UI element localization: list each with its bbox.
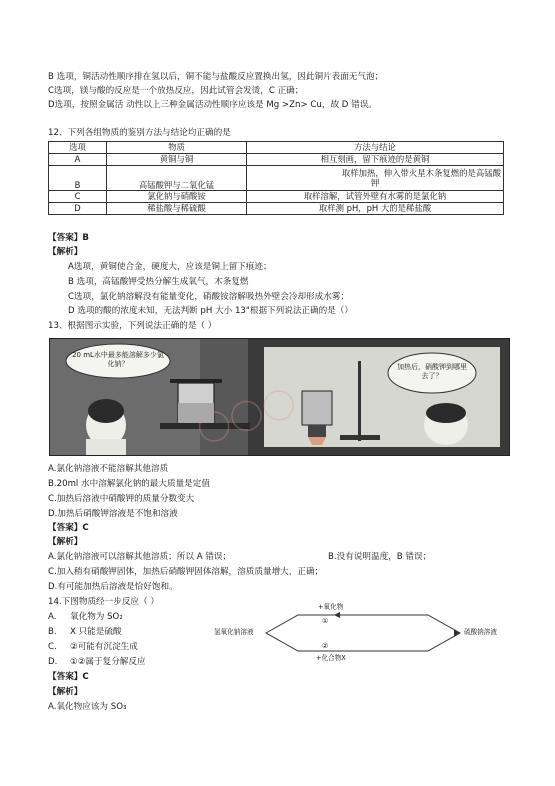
q13-analysis-label: 【解析】 xyxy=(48,537,83,547)
row-substance: 稀盐酸与稀硫酸 xyxy=(107,203,247,215)
row-method-line-1: 取样加热，伸入带火星木条复燃的是高锰酸 xyxy=(341,167,501,178)
q12-table xyxy=(48,141,504,215)
q12-title: 12、下列各组物质的鉴别方法与结论均正确的是 xyxy=(48,128,231,138)
q13-analysis-d: D.有可能加热后溶液是恰好饱和。 xyxy=(48,582,178,592)
watermark-stamp: 〇〇〇 xyxy=(192,383,302,453)
row-option-text: B xyxy=(74,179,81,190)
row-method: 取样溶解，试管外壁有水雾的是氯化钠 xyxy=(247,191,504,203)
q13-analysis-c: C.加入稍有硝酸钾固体，加热后硝酸钾固体溶解，溶质质量增大，正确； xyxy=(48,567,324,577)
q14-answer: 【答案】C xyxy=(48,672,89,682)
reaction-path-outline xyxy=(266,615,460,651)
diagram-left-node: 氢氧化钠溶液 xyxy=(214,628,254,636)
q13-option-c: C.加热后溶液中硝酸钾的质量分数变大 xyxy=(48,494,195,504)
row-method: 相互刻画，留下痕迹的是黄铜 xyxy=(247,154,504,166)
row-method xyxy=(247,166,504,191)
row-method-line-2: 钾 xyxy=(370,178,380,188)
arrow-icon xyxy=(454,629,460,637)
right-speech-bubble: 加热后，硝酸钾到哪里去了？ xyxy=(397,363,467,380)
q13-option-b: B.20ml 水中溶解氯化钠的最大质量是定值 xyxy=(48,479,210,489)
q13-title: 13、根据图示实验，下列说法正确的是（ ） xyxy=(48,321,217,331)
q14-option-d-label: D. xyxy=(48,657,58,667)
q14-option-a-text: 氧化物为 SO₂ xyxy=(70,612,123,622)
header-method: 方法与结论 xyxy=(247,142,504,154)
q14-option-c-text: ②可能有沉淀生成 xyxy=(70,642,138,652)
q13-analysis-a: A.氯化钠溶液可以溶解其他溶质；所以 A 错误； xyxy=(48,552,232,562)
header-option: 选项 xyxy=(49,142,107,154)
q12-analysis-a: A选项，黄铜使合金，硬度大，应该是铜上留下痕迹； xyxy=(68,262,272,272)
row-option: A xyxy=(49,154,107,166)
table-row xyxy=(49,191,504,203)
q11-option-b-analysis: B 选项，铜活动性顺序排在氢以后，铜不能与盐酸反应置换出氢，因此铜片表面无气泡； xyxy=(48,72,384,82)
q11-option-c-analysis: C选项，镁与酸的反应是一个放热反应，因此试管会发烫，C 正确； xyxy=(48,86,304,96)
row-substance: 黄铜与铜 xyxy=(107,154,247,166)
arrow-icon xyxy=(334,612,340,618)
q12-answer: 【答案】B xyxy=(48,233,89,243)
diagram-top-label: +氧化物 xyxy=(318,603,344,611)
row-substance: 氯化钠与硝酸铵 xyxy=(107,191,247,203)
q12-analysis-c: C选项，氯化钠溶解没有能量变化，硝酸铵溶解吸热外壁会冷却形成水雾； xyxy=(68,292,350,302)
row-substance xyxy=(107,166,247,191)
q13-answer: 【答案】C xyxy=(48,523,89,533)
diagram-top-number: ① xyxy=(322,617,329,625)
q14-option-c-label: C. xyxy=(48,642,57,652)
q14-title: 14.下图物质经一步反应（ ） xyxy=(48,597,159,607)
q12-analysis-b: B 选项，高锰酸钾受热分解生成氧气，木条复燃 xyxy=(68,277,249,287)
q11-option-d-analysis: D选项，按照金属活 动性以上三种金属活动性顺序应该是 Mg >Zn> Cu，故 D 错误。 xyxy=(48,100,377,110)
row-option xyxy=(49,166,107,191)
q14-option-b-label: B. xyxy=(48,627,57,637)
row-option: C xyxy=(49,191,107,203)
q14-option-d-text: ①②属于复分解反应 xyxy=(70,657,146,667)
diagram-bottom-label: +化合物X xyxy=(316,654,346,662)
row-substance-text: 高锰酸钾与二氧化锰 xyxy=(138,179,215,190)
q14-analysis-label: 【解析】 xyxy=(48,687,83,697)
q12-analysis-label: 【解析】 xyxy=(48,247,83,257)
table-row xyxy=(49,154,504,166)
q12-analysis-d: D 选项的酸的浓度未知，无法判断 pH 大小 13"根据下列说法正确的是（） xyxy=(68,306,353,316)
left-speech-bubble: 20 mL水中最多能溶解多少氯化钠？ xyxy=(72,351,164,368)
q14-option-b-text: X 只能是硫酸 xyxy=(70,627,122,637)
table-row xyxy=(49,166,504,191)
q13-option-a: A.氯化钠溶液不能溶解其他溶质 xyxy=(48,464,169,474)
q14-analysis-a: A.氧化物应该为 SO₃ xyxy=(48,702,127,712)
header-substance: 物质 xyxy=(107,142,247,154)
q13-analysis-b: B.没有说明温度，B 错误； xyxy=(328,552,432,562)
diagram-right-node: 硫酸钠溶液 xyxy=(464,628,497,636)
row-method: 取样测 pH，pH 大的是稀盐酸 xyxy=(247,203,504,215)
diagram-bottom-number: ② xyxy=(322,642,329,650)
table-header-row xyxy=(49,142,504,154)
row-option: D xyxy=(49,203,107,215)
q13-option-d: D.加热后硝酸钾溶液是不饱和溶液 xyxy=(48,509,178,519)
table-row xyxy=(49,203,504,215)
q14-option-a-label: A. xyxy=(48,612,57,622)
